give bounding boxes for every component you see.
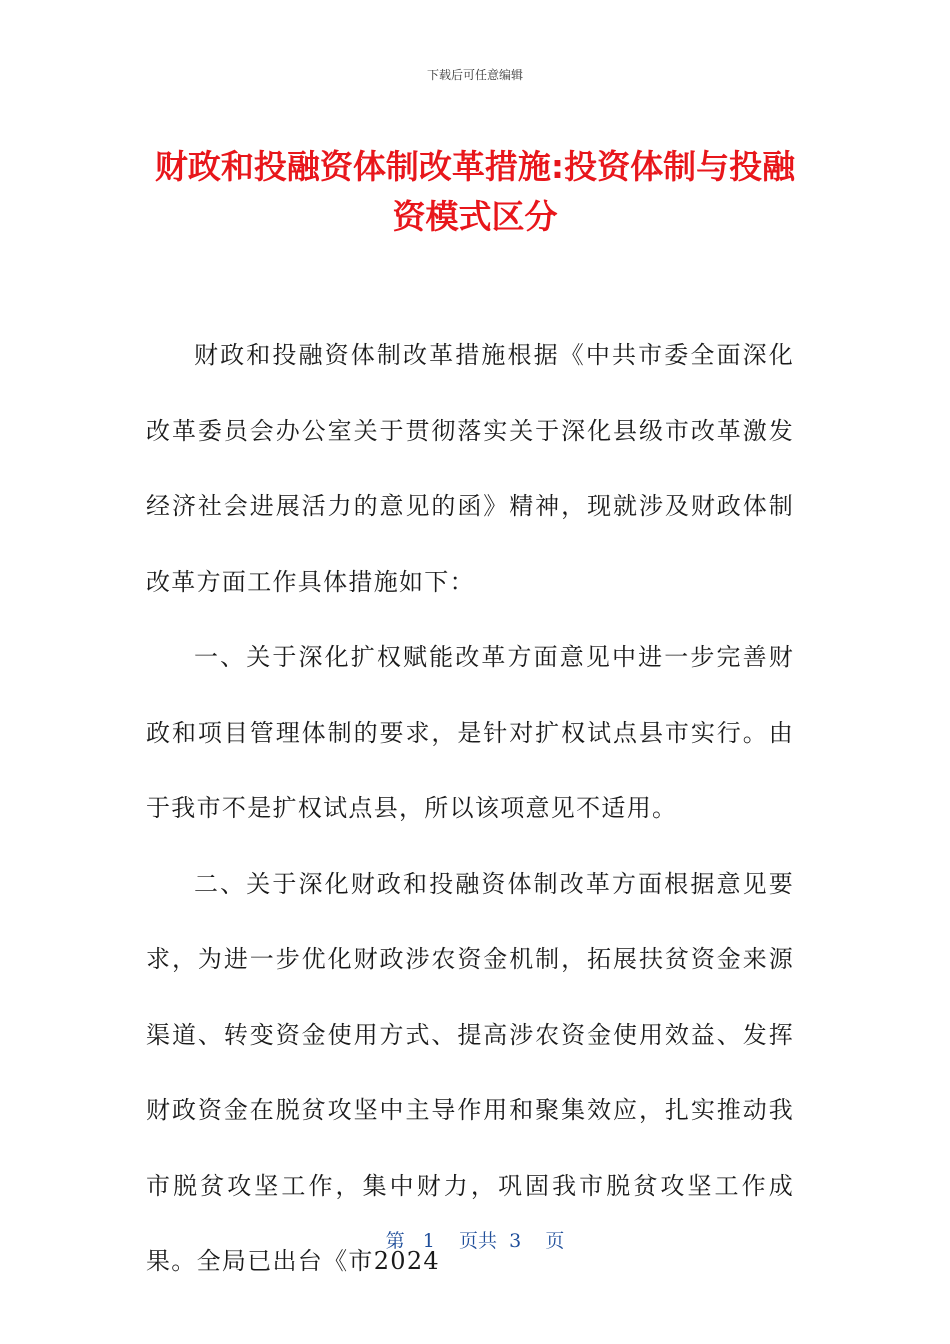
footer-page-suffix: 页 [545,1230,565,1252]
header-note: 下载后可任意编辑 [426,68,523,82]
page-footer [0,1226,950,1253]
paragraph: 一、关于深化扩权赋能改革方面意见中进一步完善财政和项目管理体制的要求，是针对扩权试点县市实行。由于我市不是扩权试点县，所以该项意见不适用。 [146,643,794,822]
paragraph: 财政和投融资体制改革措施根据《中共市委全面深化改革委员会办公室关于贯彻落实关于深化县级市改革激发经济社会进展活力的意见的函》精神，现就涉及财政体制改革方面工作具体措施如下： [146,341,794,596]
paragraph: 二、关于深化财政和投融资体制改革方面根据意见要求，为进一步优化财政涉农资金机制，拓展扶贫资金来源渠道、转变资金使用方式、提高涉农资金使用效益、发挥财政资金在脱贫攻坚中主导作用和聚集效应，扎实推动我市脱贫攻坚工作，集中财力，巩固我市脱贫攻坚工作成果。全局已出台《市2024 [146,869,794,1275]
footer-total-label: 页共 [459,1230,498,1252]
document-body [146,318,794,1300]
footer-current-page: 1 [422,1230,435,1252]
document-title: 财政和投融资体制改革措施:投资体制与投融资模式区分 [154,147,796,236]
footer-total-pages: 3 [509,1230,522,1252]
footer-page-label: 第 [385,1230,405,1252]
